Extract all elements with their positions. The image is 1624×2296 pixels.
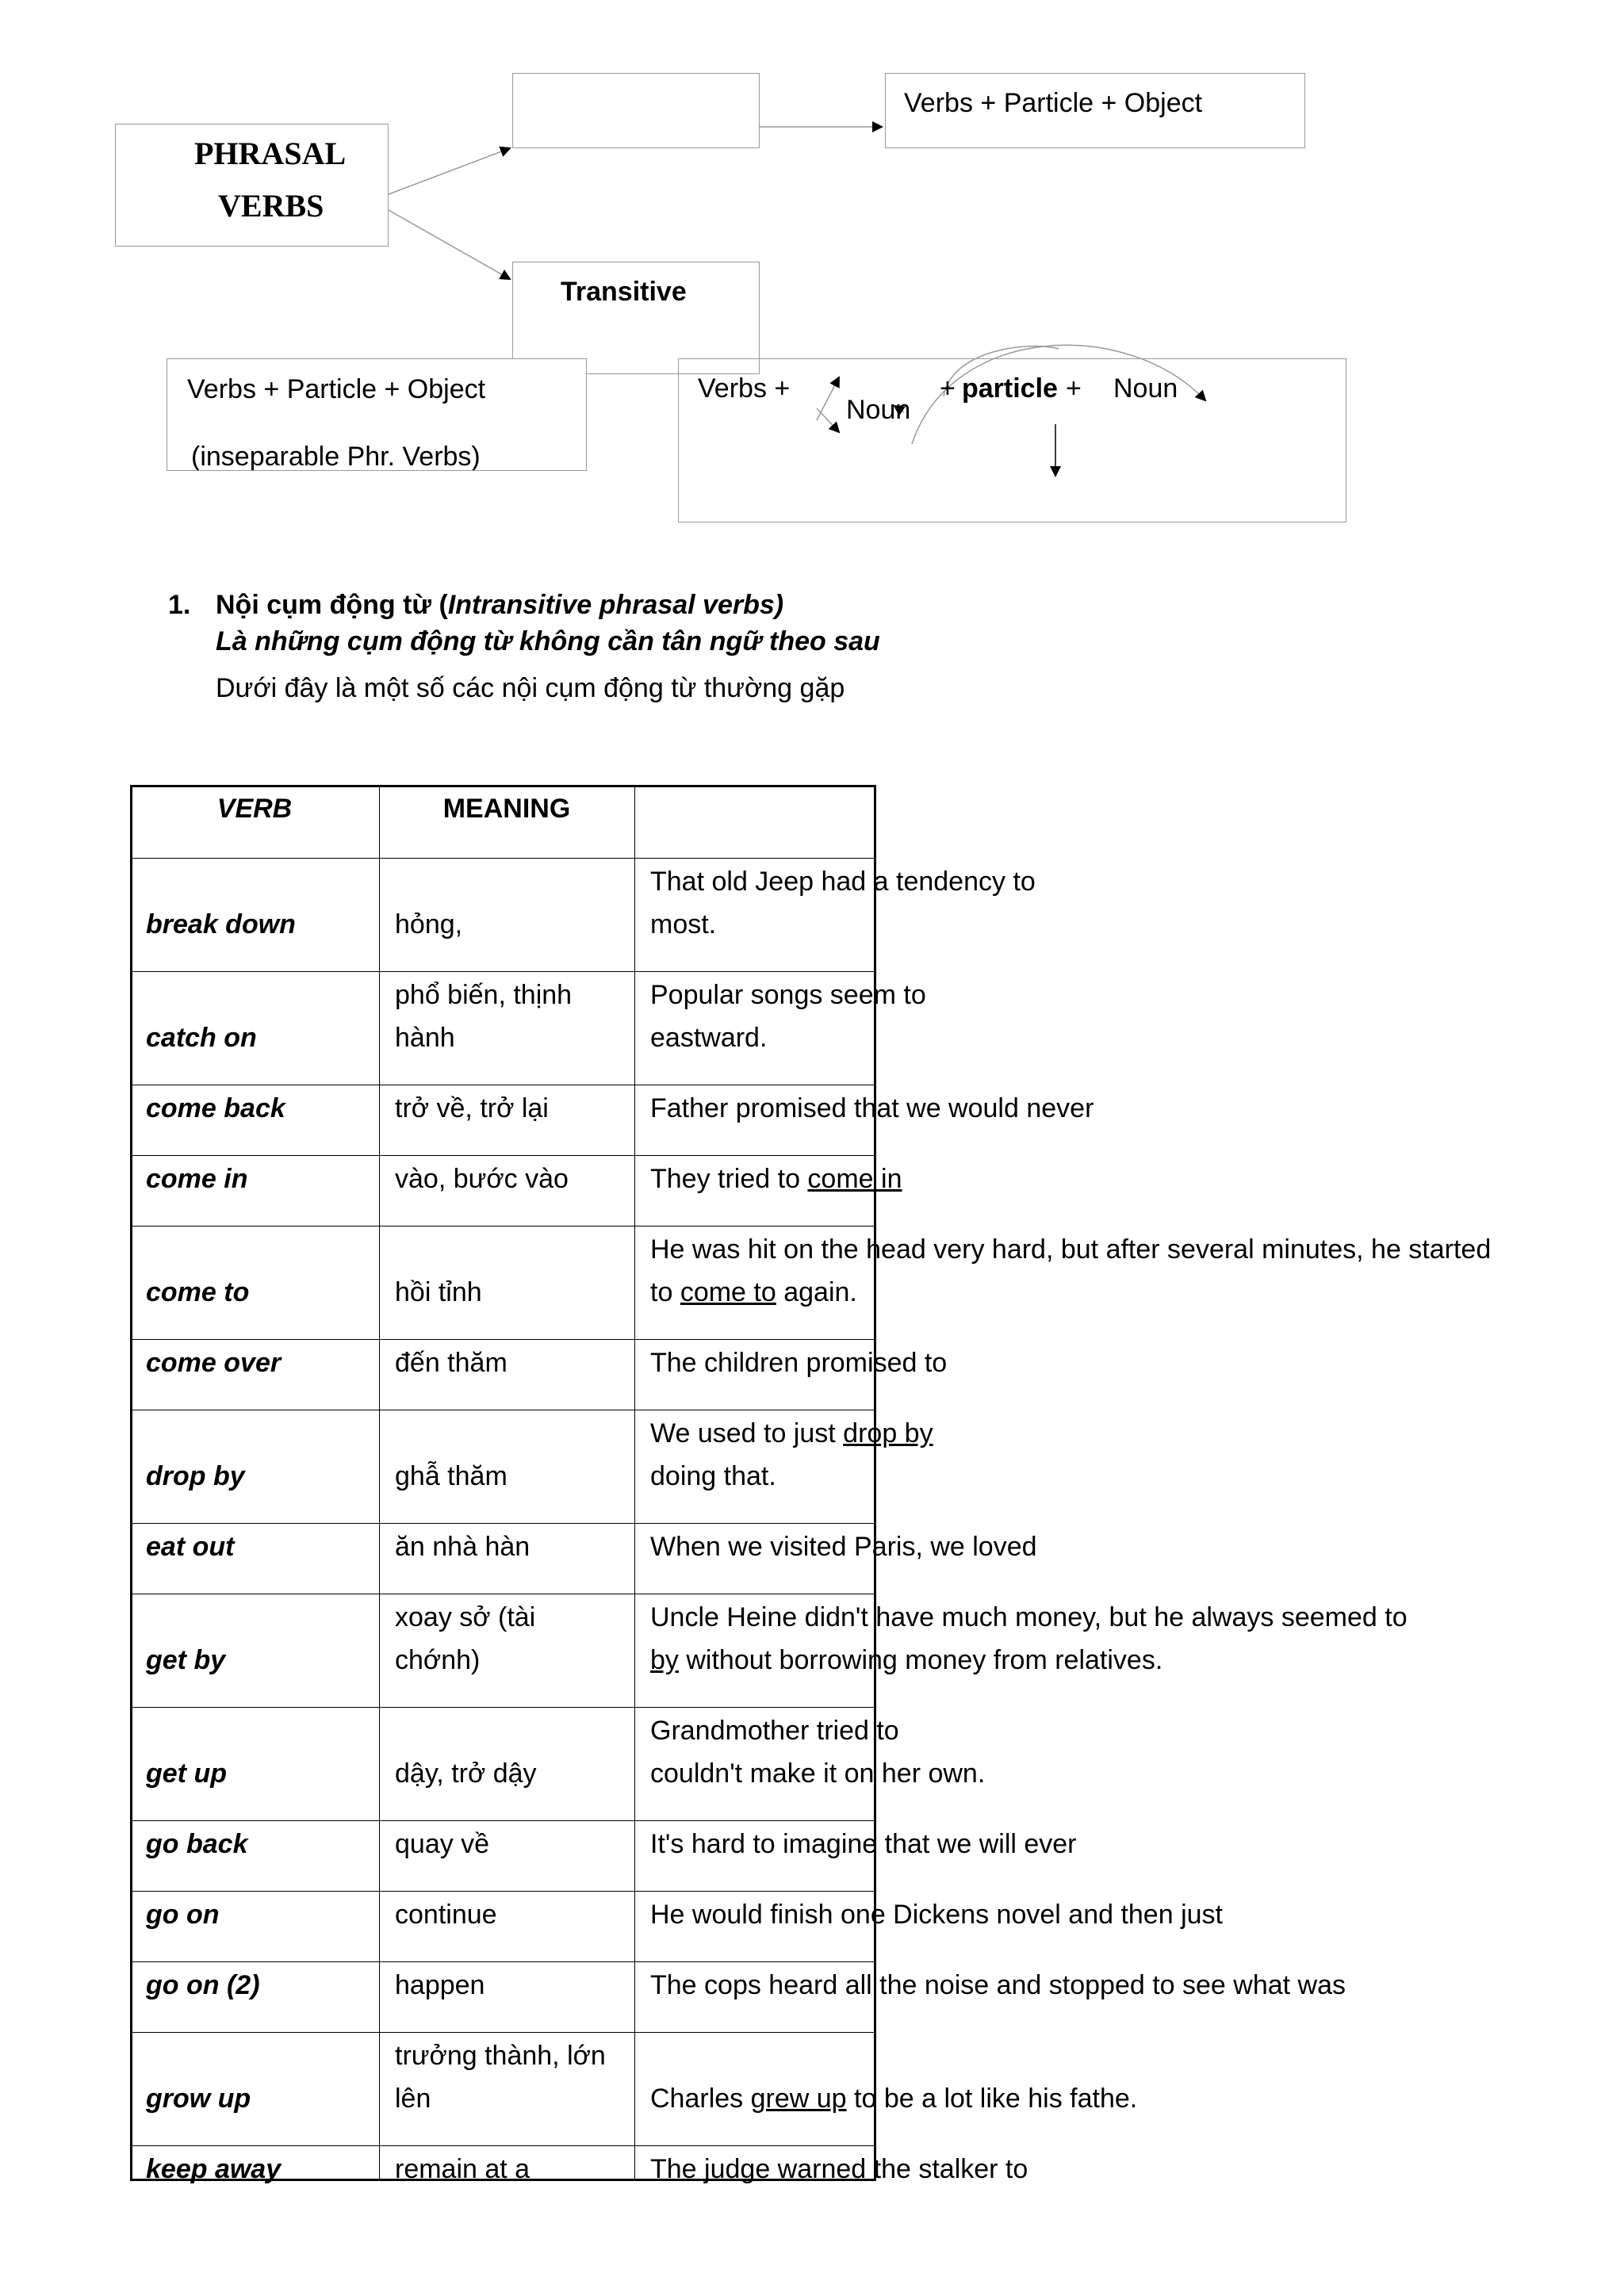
verb-cell: go on (2)	[146, 1970, 260, 2000]
verb-cell: come to	[146, 1277, 250, 1307]
diagram-title-line1: PHRASAL	[194, 136, 347, 171]
verb-cell: break down	[146, 909, 296, 939]
example-cell	[650, 1158, 902, 1200]
section-intro: Dưới đây là một số các nội cụm động từ thường gặp	[216, 673, 845, 703]
transitive-label: Transitive	[561, 277, 687, 307]
example-text: couldn't make it on her own.	[650, 1758, 986, 1789]
example-cell	[650, 974, 926, 1016]
example-text: That old Jeep had a tendency to	[650, 867, 1036, 897]
table-row-divider	[130, 971, 876, 972]
example-cell	[650, 1639, 1162, 1682]
example-text: They tried to	[650, 1164, 808, 1194]
meaning-cell: remain at a	[395, 2154, 530, 2184]
meaning-cell: xoay sở (tài	[395, 1602, 536, 1632]
separable-plus2: +	[1066, 373, 1082, 404]
section-subheading: Là những cụm động từ không cần tân ngữ theo sau	[216, 626, 880, 656]
verb-cell: get up	[146, 1758, 227, 1789]
inseparable-line1: Verbs + Particle + Object	[187, 374, 486, 404]
example-text: most.	[650, 909, 717, 939]
example-cell	[650, 1087, 1094, 1130]
header-verb: VERB	[216, 794, 293, 824]
example-cell	[650, 1412, 933, 1455]
table-row-divider	[130, 1523, 876, 1524]
example-cell	[650, 1525, 1037, 1568]
table-row-divider	[130, 1155, 876, 1156]
example-text: Father promised that we would never	[650, 1093, 1094, 1123]
meaning-cell: ăn nhà hàn	[395, 1532, 530, 1562]
arrow-to-transitive	[389, 210, 510, 279]
example-cell	[650, 1709, 899, 1752]
example-phrase-underlined: drop by	[843, 1418, 933, 1448]
example-cell	[650, 1016, 767, 1059]
meaning-cell: hồi tỉnh	[395, 1277, 482, 1307]
verb-cell: eat out	[146, 1532, 235, 1562]
meaning-cell: continue	[395, 1900, 497, 1930]
separable-noun1: Noun	[846, 395, 911, 425]
meaning-cell: trở về, trở lại	[395, 1093, 549, 1123]
example-text: again.	[776, 1277, 857, 1307]
inseparable-box	[167, 358, 587, 471]
example-cell	[650, 1455, 776, 1498]
table-col-divider-2	[634, 785, 635, 2181]
example-text: He was hit on the head very hard, but after several minutes, he started	[650, 1234, 1492, 1265]
example-cell	[650, 1964, 1346, 2007]
verb-cell: go on	[146, 1900, 220, 1930]
table-row-divider	[130, 1961, 876, 1962]
example-phrase-underlined: come to	[680, 1277, 776, 1307]
example-text: When we visited Paris, we loved	[650, 1532, 1037, 1562]
example-text: Grandmother tried to	[650, 1716, 899, 1746]
example-cell	[650, 1596, 1408, 1639]
verb-cell: grow up	[146, 2084, 251, 2114]
example-cell	[650, 1752, 985, 1795]
table-row-divider	[130, 1339, 876, 1340]
table-row-divider	[130, 2032, 876, 2033]
table-row-divider	[130, 1891, 876, 1892]
section-number: 1.	[168, 590, 191, 620]
meaning-cell: vào, bước vào	[395, 1164, 569, 1194]
diagram-title-line2: VERBS	[218, 188, 324, 224]
example-phrase-underlined: come in	[807, 1164, 902, 1194]
verb-cell: drop by	[146, 1461, 245, 1491]
example-cell	[650, 1271, 857, 1314]
example-text: eastward.	[650, 1023, 768, 1053]
verb-cell: keep away	[146, 2154, 282, 2184]
meaning-cell: happen	[395, 1970, 485, 2000]
table-row-divider	[130, 2145, 876, 2146]
table-row-divider	[130, 858, 876, 859]
table-col-divider-1	[379, 785, 380, 2181]
object-box-label: Verbs + Particle + Object	[904, 88, 1203, 118]
example-phrase-underlined: grew up	[750, 2084, 847, 2114]
example-phrase-underlined: by	[650, 1645, 679, 1675]
example-cell	[650, 1228, 1491, 1271]
example-cell	[650, 903, 716, 946]
example-text: The judge warned the stalker to	[650, 2154, 1028, 2184]
section-heading	[216, 587, 783, 623]
example-text: The cops heard all the noise and stopped to see what was	[650, 1970, 1346, 2000]
example-text: We used to just	[650, 1418, 844, 1448]
meaning-cell: ghẫ thăm	[395, 1461, 508, 1491]
example-cell	[650, 1823, 1077, 1866]
section-heading-prefix: Nội cụm động từ (	[216, 590, 448, 620]
meaning-cell: hỏng,	[395, 909, 463, 939]
example-cell	[650, 2148, 1028, 2191]
separable-verbs: Verbs +	[698, 373, 791, 404]
example-text: Uncle Heine didn't have much money, but he always seemed to	[650, 1602, 1408, 1632]
table-row-divider	[130, 1707, 876, 1708]
example-text: The children promised to	[650, 1348, 948, 1378]
example-text: without borrowing money from relatives.	[678, 1645, 1163, 1675]
example-cell	[650, 1341, 947, 1384]
meaning-cell: hành	[395, 1023, 455, 1053]
example-text: Popular songs seem to	[650, 980, 926, 1010]
separable-noun2: Noun	[1113, 373, 1178, 404]
example-text: Charles	[650, 2084, 751, 2114]
example-cell	[650, 1893, 1223, 1936]
meaning-cell: đến thăm	[395, 1348, 508, 1378]
meaning-cell: dậy, trở dậy	[395, 1758, 537, 1789]
verb-cell: come over	[146, 1348, 282, 1378]
verb-cell: get by	[146, 1645, 226, 1675]
meaning-cell: trưởng thành, lớn	[395, 2041, 606, 2071]
meaning-cell: phổ biến, thịnh	[395, 980, 573, 1010]
example-cell	[650, 2077, 1137, 2120]
header-meaning: MEANING	[442, 794, 571, 824]
example-text: doing that.	[650, 1461, 776, 1491]
verb-cell: catch on	[146, 1023, 257, 1053]
verb-cell: come back	[146, 1093, 285, 1123]
separable-plus: +	[940, 373, 956, 404]
meaning-cell: quay về	[395, 1829, 490, 1859]
section-heading-italic: Intransitive phrasal verbs)	[447, 590, 784, 620]
example-text: to	[650, 1277, 680, 1307]
table-row-divider	[130, 1820, 876, 1821]
arrow-to-intransitive	[389, 148, 510, 194]
example-text: He would finish one Dickens novel and then just	[650, 1900, 1223, 1930]
intransitive-box	[512, 73, 760, 148]
inseparable-line2: (inseparable Phr. Verbs)	[191, 442, 481, 471]
verb-cell: go back	[146, 1829, 248, 1859]
example-text: to be a lot like his fathe.	[846, 2084, 1138, 2114]
meaning-cell: chớnh)	[395, 1645, 481, 1675]
meaning-cell: lên	[395, 2084, 431, 2114]
example-cell	[650, 860, 1036, 903]
verb-cell: come in	[146, 1164, 248, 1194]
example-text: It's hard to imagine that we will ever	[650, 1829, 1077, 1859]
separable-particle: particle	[962, 373, 1058, 404]
